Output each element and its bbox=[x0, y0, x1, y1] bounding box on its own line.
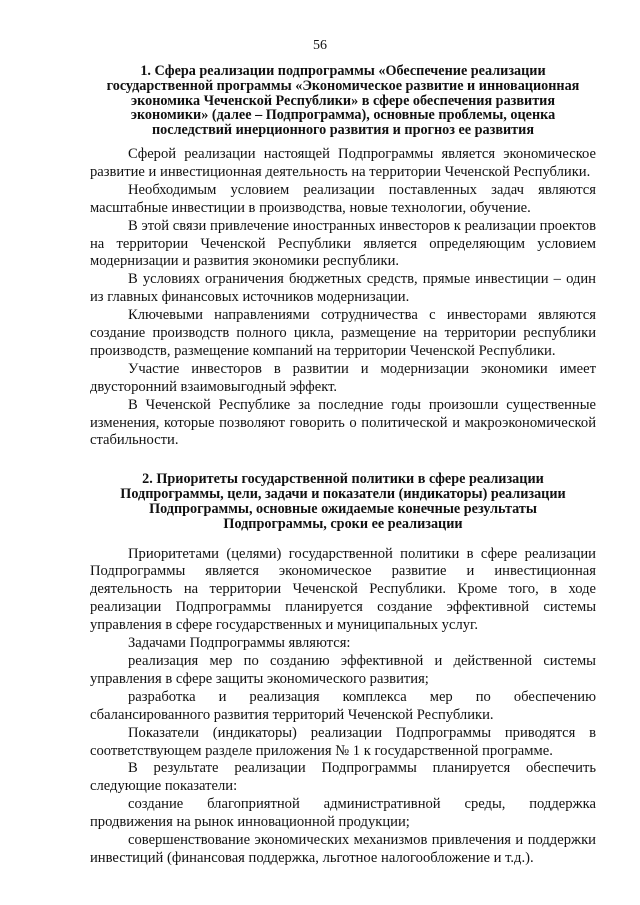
section-2-paragraph: Задачами Подпрограммы являются: bbox=[128, 635, 351, 652]
section-2-heading-line: Подпрограммы, основные ожидаемые конечные результаты bbox=[149, 500, 537, 517]
section-1-heading-line: государственной программы «Экономическое развитие и инновационная bbox=[106, 77, 580, 94]
section-1-paragraph: В условиях ограничения бюджетных средств, прямые инвестиции – один из главных финансовых источников модернизации. bbox=[90, 271, 596, 306]
section-1-paragraph: Сферой реализации настоящей Подпрограммы является экономическое развитие и инвестиционная деятельность на территории Чеченской Республики. bbox=[90, 145, 596, 180]
section-2-heading-line: 2. Приоритеты государственной политики в сфере реализации bbox=[142, 471, 544, 488]
section-2-paragraph: реализация мер по созданию эффективной и действенной системы управления в сфере защиты экономического развития; bbox=[90, 653, 596, 687]
section-1-heading bbox=[90, 64, 596, 138]
section-1-paragraph: В Чеченской Республике за последние годы произошли существенные изменения, которые позволяют говорить о политической и макроэкономической стабильности. bbox=[90, 396, 596, 449]
section-2-paragraph: совершенствование экономических механизмов привлечения и поддержки инвестиций (финансовая поддержка, льготное налогообложение и т.д.). bbox=[90, 832, 596, 866]
section-2-paragraph: Показатели (индикаторы) реализации Подпрограммы приводятся в соответствующем разделе приложения № 1 к государственной программе. bbox=[90, 724, 596, 759]
section-1-heading-line: последствий инерционного развития и прогноз ее развития bbox=[152, 122, 534, 139]
section-2-paragraph: Приоритетами (целями) государственной политики в сфере реализации Подпрограммы является экономическое развитие и инвестиционная деятельность на территории Чеченской Республики. Кроме того, в ходе реализации Подпрограммы планируется создание эффективной системы управления в сфере государственных и муниципальных услуг. bbox=[90, 545, 596, 634]
section-2-paragraph: В результате реализации Подпрограммы планируется обеспечить следующие показатели: bbox=[90, 760, 596, 795]
section-1-paragraph: Ключевыми направлениями сотрудничества с инвесторами являются создание производств полного цикла, размещение на территории республики производств, размещение компаний на территории Чеченской Республики. bbox=[90, 307, 596, 359]
section-2-paragraph: создание благоприятной административной среды, поддержка продвижения на рынок инновационной продукции; bbox=[90, 796, 596, 831]
section-1-heading-line: экономики» (далее – Подпрограмма), основные проблемы, оценка bbox=[130, 107, 556, 124]
document-body bbox=[90, 64, 596, 868]
page-number: 56 bbox=[313, 38, 327, 53]
section-1-paragraph: Необходимым условием реализации поставленных задач являются масштабные инвестиции в производства, новые технологии, обучение. bbox=[90, 181, 596, 216]
section-1-paragraph: Участие инвесторов в развитии и модернизации экономики имеет двусторонний взаимовыгодный эффект. bbox=[90, 360, 596, 395]
section-2-heading-line: Подпрограммы, сроки ее реализации bbox=[223, 515, 463, 532]
section-1-heading-line: экономика Чеченской Республики» в сфере обеспечения развития bbox=[130, 92, 556, 109]
section-2-heading-line: Подпрограммы, цели, задачи и показатели (индикаторы) реализации bbox=[120, 486, 566, 503]
section-2-paragraph: разработка и реализация комплекса мер по обеспечению сбалансированного развития территорий Чеченской Республики. bbox=[90, 688, 596, 723]
section-1-paragraph: В этой связи привлечение иностранных инвесторов к реализации проектов на территории Чеченской Республики является определяющим условием модернизации и развития экономики республики. bbox=[90, 217, 596, 270]
section-1-heading-line: 1. Сфера реализации подпрограммы «Обеспечение реализации bbox=[140, 63, 546, 79]
section-2-heading bbox=[90, 472, 596, 531]
